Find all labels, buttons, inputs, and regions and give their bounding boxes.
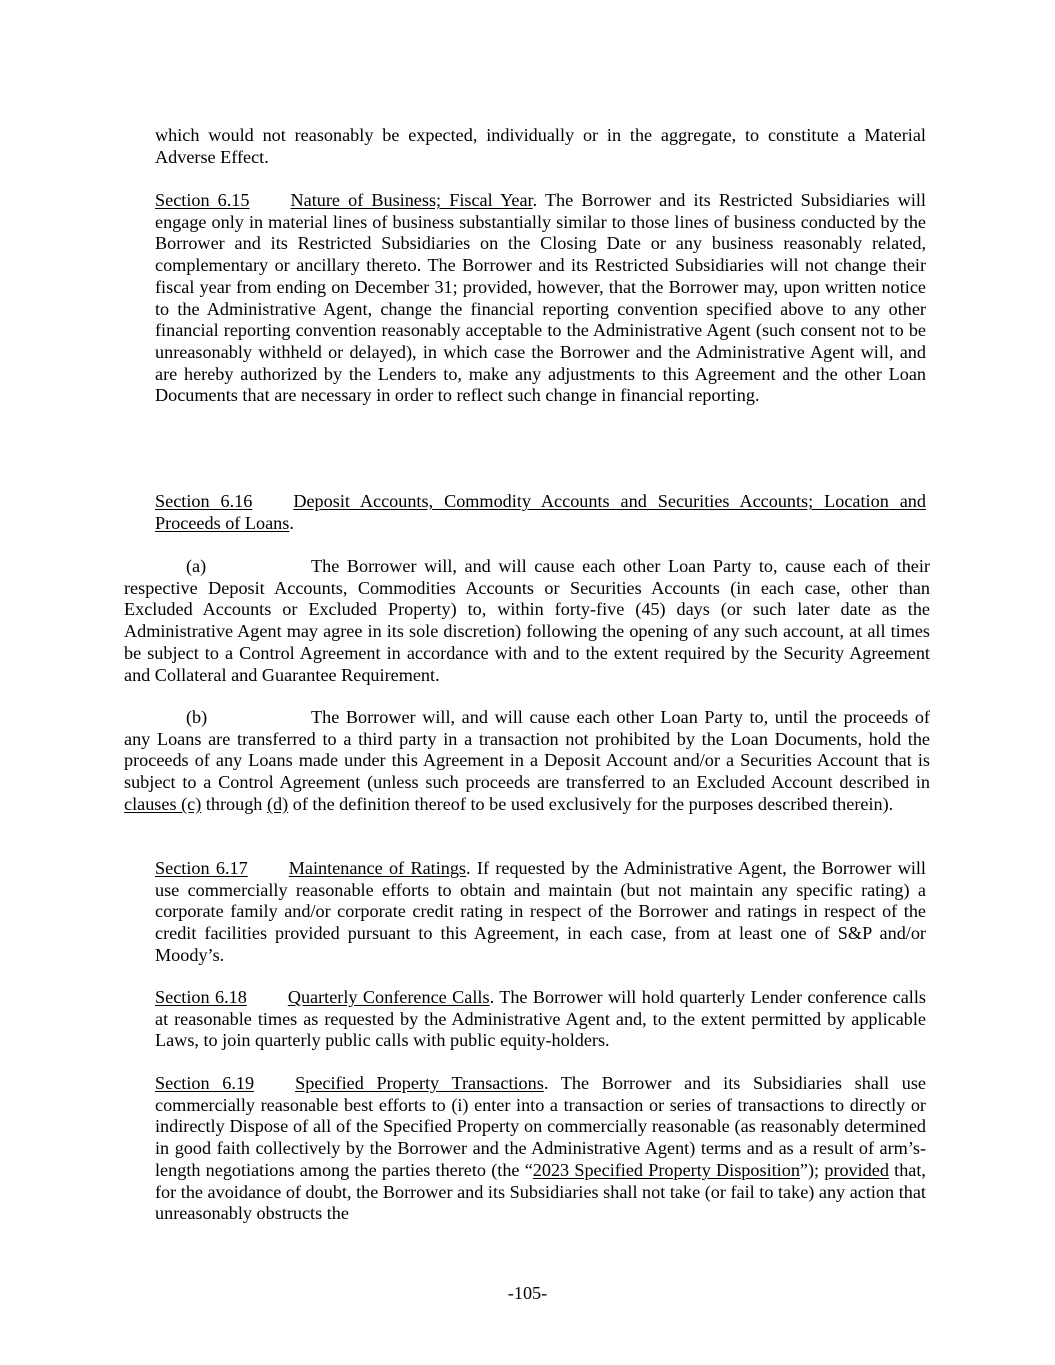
clause-label: (a): [186, 556, 207, 576]
section-6-19: Section 6.19 Specified Property Transactions. The Borrower and its Subsidiaries shall use commercially reasonable best efforts to (i) enter into a transaction or series of transactions to directly or indirectly Dispose of all of the Specified Property on commercially reasonable (as reasonably determined in good faith collectively by the Borrower and the Administrative Agent) terms and as a result of arm’s-length negotiations among the parties thereto (the “2023 Specified Property Disposition”); provided that, for the avoidance of doubt, the Borrower and its Subsidiaries shall not take (or fail to take) any action that unreasonably obstructs the: [155, 1073, 926, 1224]
section-body: The Borrower and its Subsidiaries shall use commercially reasonable best efforts to (i) enter into a transaction or series of transactions to directly or indirectly Dispose of all of the Specified Property on commercially reasonable (as reasonably determined in good faith collectively by the Borrower and the Administrative Agent) terms and as a result of arm’s-length negotiations among the parties thereto (the “: [155, 1073, 926, 1180]
section-number: Section 6.17: [155, 858, 248, 878]
section-number: Section 6.16: [155, 491, 253, 511]
clause-c-reference: clauses (c): [124, 793, 202, 814]
section-title: Deposit Accounts, Commodity Accounts and Securities Accounts; Location and Proceeds of Loans: [155, 491, 926, 533]
section-title: Nature of Business; Fiscal Year: [290, 190, 533, 210]
section-body: The Borrower will hold quarterly Lender conference calls at reasonable times as requested by the Administrative Agent and, to the extent permitted by applicable Laws, to join quarterly public calls with public equity-holders.: [155, 987, 926, 1051]
clause-a: [124, 556, 930, 686]
provided-term: provided: [824, 1159, 889, 1180]
page-number: -105-: [507, 1283, 548, 1303]
section-body: The Borrower and its Restricted Subsidiaries will engage only in material lines of business substantially similar to those lines of business conducted by the Borrower and its Restricted Subsidiaries on the Closing Date or any business reasonably related, complementary or ancillary thereto. The Borrower and its Restricted Subsidiaries will not change their fiscal year from ending on December 31; provided, however, that the Borrower may, upon written notice to the Administrative Agent, change the financial reporting convention specified above to any other financial reporting convention reasonably acceptable to the Administrative Agent (such consent not to be unreasonably withheld or delayed), in which case the Borrower and the Administrative Agent will, and are hereby authorized by the Lenders to, make any adjustments to this Agreement and the other Loan Documents that are necessary in order to reflect such change in financial reporting.: [155, 190, 926, 406]
clause-text: The Borrower will, and will cause each other Loan Party to, until the proceeds of any Loans are transferred to a third party in a transaction not prohibited by the Loan Documents, hold the proceeds of any Loans made under this Agreement in a Deposit Account and/or a Securities Account that is subject to a Control Agreement (unless such proceeds are transferred to an Excluded Account described in: [124, 707, 930, 793]
section-title: Quarterly Conference Calls: [287, 987, 490, 1007]
section-number: Section 6.18: [155, 987, 247, 1007]
defined-term: 2023 Specified Property Disposition: [532, 1159, 800, 1180]
section-number: Section 6.19: [155, 1073, 255, 1093]
section-6-16-heading: Section 6.16 Deposit Accounts, Commodity Accounts and Securities Accounts; Location and Proceeds of Loans.: [155, 491, 926, 533]
section-6-18: Section 6.18 Quarterly Conference Calls. The Borrower will hold quarterly Lender conference calls at reasonable times as requested by the Administrative Agent and, to the extent permitted by applicable Laws, to join quarterly public calls with public equity-holders.: [155, 987, 926, 1051]
clause-text: The Borrower will, and will cause each other Loan Party to, cause each of their respective Deposit Accounts, Commodities Accounts or Securities Accounts (in each case, other than Excluded Accounts or Excluded Property) to, within forty-five (45) days (or such later date as the Administrative Agent may agree in its sole discretion) following the opening of any such account, at all times be subject to a Control Agreement in accordance with and to the extent required by the Security Agreement and Collateral and Guarantee Requirement.: [124, 556, 930, 685]
section-6-15: Section 6.15 Nature of Business; Fiscal Year. The Borrower and its Restricted Subsidiaries will engage only in material lines of business substantially similar to those lines of business conducted by the Borrower and its Restricted Subsidiaries on the Closing Date or any business reasonably related, complementary or ancillary thereto. The Borrower and its Restricted Subsidiaries will not change their fiscal year from ending on December 31; provided, however, that the Borrower may, upon written notice to the Administrative Agent, change the financial reporting convention specified above to any other financial reporting convention reasonably acceptable to the Administrative Agent (such consent not to be unreasonably withheld or delayed), in which case the Borrower and the Administrative Agent will, and are hereby authorized by the Lenders to, make any adjustments to this Agreement and the other Loan Documents that are necessary in order to reflect such change in financial reporting.: [155, 190, 926, 406]
carryover-paragraph: which would not reasonably be expected, individually or in the aggregate, to constitute a Material Adverse Effect.: [155, 125, 926, 167]
section-body: If requested by the Administrative Agent, the Borrower will use commercially reasonable efforts to obtain and maintain (but not maintain any specific rating) a corporate family and/or corporate credit rating in respect of the Borrower and ratings in respect of the credit facilities provided pursuant to this Agreement, in each case, from at least one of S&P and/or Moody’s.: [155, 858, 926, 965]
clause-b: (b) The Borrower will, and will cause each other Loan Party to, until the proceeds of any Loans are transferred to a third party in a transaction not prohibited by the Loan Documents, hold the proceeds of any Loans made under this Agreement in a Deposit Account and/or a Securities Account that is subject to a Control Agreement (unless such proceeds are transferred to an Excluded Account described in clauses (c) through (d) of the definition thereof to be used exclusively for the purposes described therein).: [124, 707, 930, 814]
section-title: Maintenance of Ratings: [288, 858, 467, 878]
section-title: Specified Property Transactions: [295, 1073, 544, 1093]
section-6-17: Section 6.17 Maintenance of Ratings. If requested by the Administrative Agent, the Borrower will use commercially reasonable efforts to obtain and maintain (but not maintain any specific rating) a corporate family and/or corporate credit rating in respect of the Borrower and ratings in respect of the credit facilities provided pursuant to this Agreement, in each case, from at least one of S&P and/or Moody’s.: [155, 858, 926, 965]
clause-d-reference: (d): [266, 793, 289, 814]
clause-label: (b): [186, 707, 208, 727]
section-number: Section 6.15: [155, 190, 250, 210]
